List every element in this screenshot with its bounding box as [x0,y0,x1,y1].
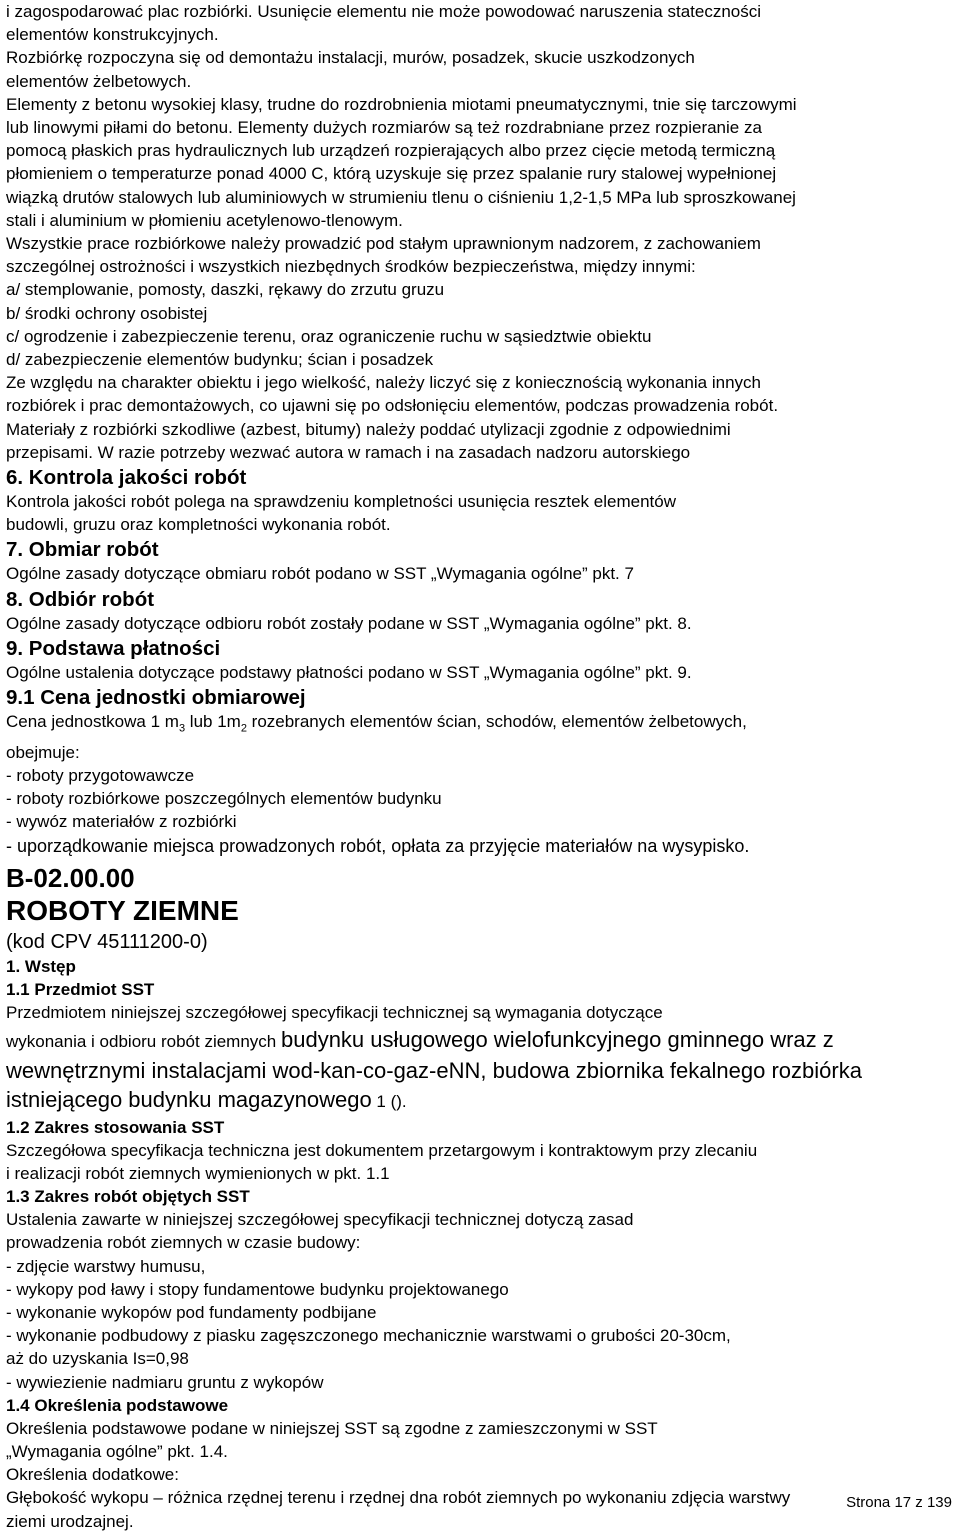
text-line [6,1025,954,1056]
text-line: stali i aluminium w płomieniu acetylenowo-tlenowym. [6,210,403,230]
text-line: pomocą płaskich pras hydraulicznych lub urządzeń rozpierających albo przez cięcie metodą termiczną [6,141,776,161]
text-line: - roboty przygotowawcze [6,765,195,785]
text-line: obejmuje: [6,742,80,762]
text-segment-large: istniejącego budynku magazynowego [6,1086,372,1112]
subsection-heading: 1. Wstęp [6,957,76,977]
text-line: Głębokość wykopu – różnica rzędnej terenu i rzędnej dna robót ziemnych po wykonaniu zdjęcia warstwy [6,1488,791,1508]
text-line: płomieniem o temperaturze ponad 4000 C, którą uzyskuje się przez spalanie rury stalowej wypełnionej [6,164,777,184]
text-segment: rozebranych elementów ścian, schodów, elementów żelbetowych, [246,712,747,732]
text-line: - wywiezienie nadmiaru gruntu z wykopów [6,1372,324,1392]
text-line [6,1085,954,1116]
text-line: c/ ogrodzenie i zabezpieczenie terenu, oraz ograniczenie ruchu w sąsiedztwie obiektu [6,326,652,346]
text-line: Określenia dodatkowe: [6,1465,179,1485]
section-heading: 9. Podstawa płatności [6,636,221,660]
text-segment-large: budynku usługowego wielofunkcyjnego gminnego wraz z [280,1026,834,1052]
text-line: i realizacji robót ziemnych wymienionych w pkt. 1.1 [6,1163,390,1183]
section-9 [6,636,954,684]
spec-title: ROBOTY ZIEMNE [6,895,239,927]
section-heading: 7. Obmiar robót [6,538,159,562]
text-line: elementów żelbetowych. [6,71,192,91]
text-line: Ogólne ustalenia dotyczące podstawy płatności podano w SST „Wymagania ogólne” pkt. 9. [6,662,692,682]
text-line: wewnętrznymi instalacjami wod-kan-co-gaz-eNN, budowa zbiornika fekalnego rozbiórka [6,1057,862,1083]
text-line: Materiały z rozbiórki szkodliwe (azbest, bitumy) należy poddać utylizacji zgodnie z odpowiednimi [6,419,731,439]
text-line: Kontrola jakości robót polega na sprawdzeniu kompletności usunięcia resztek elementów [6,492,676,512]
text-line: - wykonanie podbudowy z piasku zagęszczonego mechanicznie warstwami o grubości 20-30cm, [6,1326,731,1346]
text-line: przepisami. W razie potrzeby wezwać autora w ramach i na zasadach nadzoru autorskiego [6,442,691,462]
top-paragraphs [6,0,954,464]
text-line: rozbiórek i prac demontażowych, co ujawni się po odsłonięciu elementów, podczas prowadzenia robót. [6,396,779,416]
text-line: „Wymagania ogólne” pkt. 1.4. [6,1441,228,1461]
section-9-1 [6,685,954,859]
subsection-heading: 1.4 Określenia podstawowe [6,1395,229,1415]
text-segment: wykonania i odbioru robót ziemnych [6,1031,281,1051]
text-line: Przedmiotem niniejszej szczegółowej specyfikacji technicznej są wymagania dotyczące [6,1003,663,1023]
text-segment: Cena jednostkowa 1 m [6,712,179,732]
section-heading: 8. Odbiór robót [6,587,155,611]
text-line: a/ stemplowanie, pomosty, daszki, rękawy do zrzutu gruzu [6,280,445,300]
section-6 [6,465,954,536]
text-line: Szczegółowa specyfikacja techniczna jest dokumentem przetargowym i kontraktowym przy zlecaniu [6,1140,758,1160]
text-line: - wywóz materiałów z rozbiórki [6,812,237,832]
text-line: ziemi urodzajnej. [6,1511,134,1531]
text-line: budowli, gruzu oraz kompletności wykonania robót. [6,515,391,535]
section-8 [6,587,954,635]
subsection-heading: 1.2 Zakres stosowania SST [6,1117,225,1137]
text-line: Rozbiórkę rozpoczyna się od demontażu instalacji, murów, posadzek, skucie uszkodzonych [6,48,695,68]
text-line: aż do uzyskania Is=0,98 [6,1349,189,1369]
text-line: i zagospodarować plac rozbiórki. Usunięcie elementu nie może powodować naruszenia stateczności [6,2,762,21]
text-line: prowadzenia robót ziemnych w czasie budowy: [6,1233,361,1253]
text-line: Ogólne zasady dotyczące obmiaru robót podano w SST „Wymagania ogólne” pkt. 7 [6,564,634,584]
spec-b-02 [6,863,954,1532]
text-segment: lub 1m [185,712,241,732]
page-number: Strona 17 z 139 [846,1494,952,1511]
subsection-heading: 1.1 Przedmiot SST [6,980,155,1000]
subsection-heading: 1.3 Zakres robót objętych SST [6,1187,250,1207]
text-line: b/ środki ochrony osobistej [6,303,208,323]
unit-exponent: 3 [178,722,186,735]
section-heading: 6. Kontrola jakości robót [6,466,247,490]
text-line: szczególnej ostrożności i wszystkich niezbędnych środków bezpieczeństwa, między innymi: [6,257,696,277]
text-line: Elementy z betonu wysokiej klasy, trudne do rozdrobnienia miotami pneumatycznymi, tnie się tarczowymi [6,94,797,114]
text-line: - wykopy pod ławy i stopy fundamentowe budynku projektowanego [6,1279,509,1299]
text-line: Ustalenia zawarte w niniejszej szczegółowej specyfikacji technicznej dotyczą zasad [6,1210,634,1230]
text-line: - zdjęcie warstwy humusu, [6,1256,206,1276]
text-line: - uporządkowanie miejsca prowadzonych robót, opłata za przyjęcie materiałów na wysypisko. [6,836,750,857]
text-line: lub linowymi piłami do betonu. Elementy dużych rozmiarów są też rozdrabniane przez rozpieranie za [6,118,762,138]
text-line: wiązką drutów stalowych lub aluminiowych w strumieniu tlenu o ciśnieniu 1,2-1,5 MPa lub sproszkowanej [6,187,796,207]
text-line: Ogólne zasady dotyczące odbioru robót zostały podane w SST „Wymagania ogólne” pkt. 8. [6,613,692,633]
text-line: Ze względu na charakter obiektu i jego wielkość, należy liczyć się z koniecznością wykonania innych [6,373,761,393]
text-line: Określenia podstawowe podane w niniejszej SST są zgodne z zamieszczonymi w SST [6,1418,658,1438]
unit-exponent: 2 [240,722,247,735]
text-line [6,710,954,741]
text-line: Wszystkie prace rozbiórkowe należy prowadzić pod stałym uprawnionym nadzorem, z zachowaniem [6,234,761,254]
text-line: d/ zabezpieczenie elementów budynku; ścian i posadzek [6,350,434,370]
section-heading: 9.1 Cena jednostki obmiarowej [6,686,306,710]
spec-code: B-02.00.00 [6,863,135,894]
cpv-code: (kod CPV 45111200-0) [6,931,208,954]
text-line: - roboty rozbiórkowe poszczególnych elementów budynku [6,789,442,809]
text-line: elementów konstrukcyjnych. [6,25,219,45]
text-segment: 1 (). [371,1091,407,1111]
text-line: - wykonanie wykopów pod fundamenty podbijane [6,1302,377,1322]
section-7 [6,537,954,585]
